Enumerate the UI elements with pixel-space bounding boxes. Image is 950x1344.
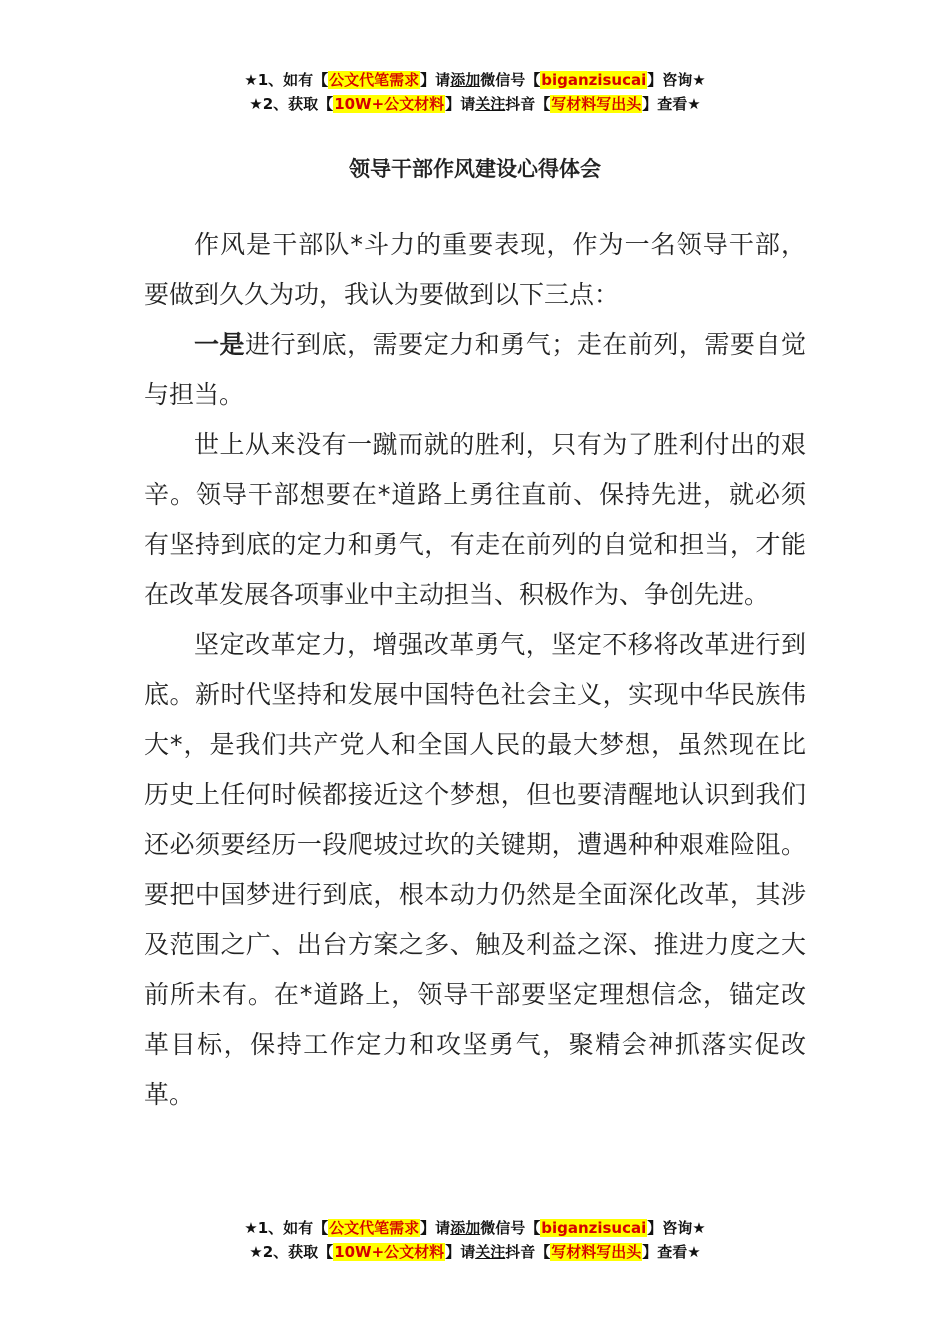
highlight-wechat-id: biganzisucai	[541, 1219, 647, 1237]
highlight-douyin-account: 写材料写出头	[551, 1243, 642, 1261]
underlined-follow: 关注	[475, 1243, 506, 1261]
underlined-follow: 关注	[475, 95, 506, 113]
promo-line-2: ★2、获取【10W+公文材料】请关注抖音【写材料写出头】查看★	[249, 95, 701, 113]
highlight-materials: 10W+公文材料	[334, 95, 445, 113]
paragraph-intro: 作风是干部队*斗力的重要表现，作为一名领导干部，要做到久久为功，我认为要做到以下三点：	[144, 230, 806, 309]
paragraph-point-one: 一是进行到底，需要定力和勇气；走在前列，需要自觉与担当。	[144, 330, 806, 409]
promo-banner-top	[0, 68, 950, 116]
document-title: 领导干部作风建设心得体会	[349, 157, 601, 181]
highlight-wechat-id: biganzisucai	[541, 71, 647, 89]
paragraph-reform: 坚定改革定力，增强改革勇气，坚定不移将改革进行到底。新时代坚持和发展中国特色社会主义，实现中华民族伟大*，是我们共产党人和全国人民的最大梦想，虽然现在比历史上任何时候都接近这个梦想，但也要清醒地认识到我们还必须要经历一段爬坡过坎的关键期，遭遇种种艰难险阻。要把中国梦进行到底，根本动力仍然是全面深化改革，其涉及范围之广、出台方案之多、触及利益之深、推进力度之大前所未有。在*道路上，领导干部要坚定理想信念，锚定改革目标，保持工作定力和攻坚勇气，聚精会神抓落实促改革。	[144, 630, 806, 1109]
highlight-service: 公文代笔需求	[329, 1219, 420, 1237]
document-body	[144, 220, 806, 1120]
highlight-douyin-account: 写材料写出头	[551, 95, 642, 113]
promo-banner-bottom	[0, 1216, 950, 1264]
paragraph-lead: 一是	[194, 330, 246, 359]
promo-line-1: ★1、如有【公文代笔需求】请添加微信号【biganzisucai】咨询★	[244, 1219, 706, 1237]
promo-line-1: ★1、如有【公文代笔需求】请添加微信号【biganzisucai】咨询★	[244, 71, 706, 89]
underlined-add: 添加	[450, 1219, 481, 1237]
underlined-add: 添加	[450, 71, 481, 89]
highlight-service: 公文代笔需求	[329, 71, 420, 89]
paragraph-victory: 世上从来没有一蹴而就的胜利，只有为了胜利付出的艰辛。领导干部想要在*道路上勇往直前、保持先进，就必须有坚持到底的定力和勇气，有走在前列的自觉和担当，才能在改革发展各项事业中主动担当、积极作为、争创先进。	[144, 430, 806, 609]
highlight-materials: 10W+公文材料	[334, 1243, 445, 1261]
promo-line-2: ★2、获取【10W+公文材料】请关注抖音【写材料写出头】查看★	[249, 1243, 701, 1261]
